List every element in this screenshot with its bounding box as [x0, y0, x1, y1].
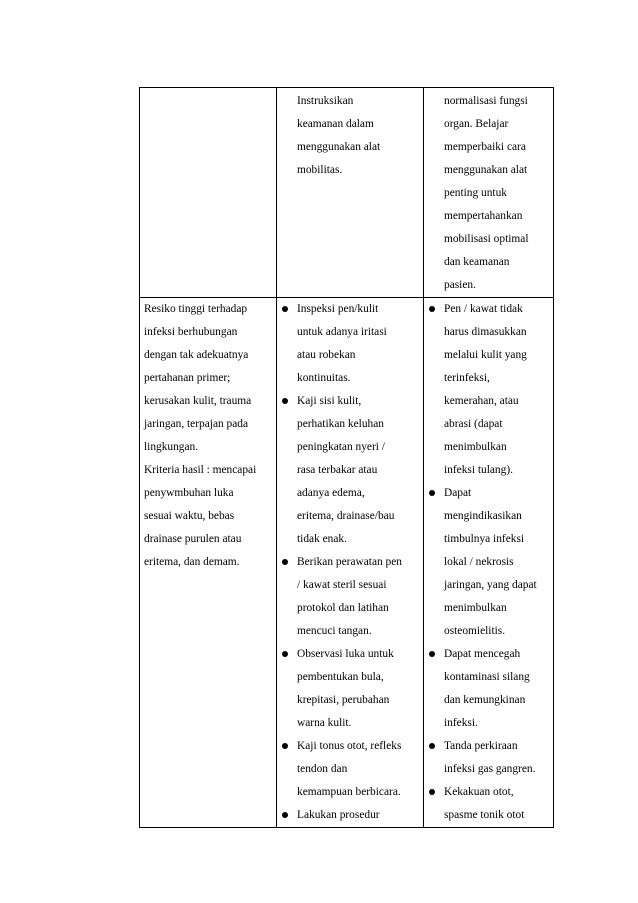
intervention-text-line: Instruksikan	[297, 95, 354, 107]
intervention-list	[297, 298, 421, 827]
rationale-item-line: menimbulkan	[444, 441, 507, 453]
rationale-item-line: timbulnya infeksi	[444, 533, 525, 545]
intervention-item-line: Berikan perawatan pen	[297, 556, 402, 568]
intervention-item-line: protokol dan latihan	[297, 602, 389, 614]
intervention-cell-infection	[277, 298, 424, 828]
intervention-item-line: eritema, drainase/bau	[297, 510, 395, 522]
rationale-item-line: terinfeksi,	[444, 372, 490, 384]
rationale-item-line: kontaminasi silang	[444, 671, 530, 683]
intervention-item	[297, 804, 421, 827]
bullet-icon	[282, 398, 288, 404]
rationale-item-line: infeksi tulang).	[444, 464, 513, 476]
rationale-text-line: dan keamanan	[444, 256, 510, 268]
intervention-item-line: Kaji tonus otot, refleks	[297, 740, 402, 752]
intervention-item-line: rasa terbakar atau	[297, 464, 378, 476]
bullet-icon	[282, 812, 288, 818]
nursing-care-plan-table	[139, 87, 554, 828]
intervention-item-line: Observasi luka untuk	[297, 648, 394, 660]
intervention-item-line: krepitasi, perubahan	[297, 694, 390, 706]
rationale-cell-continuation	[424, 88, 554, 298]
rationale-item-line: Pen / kawat tidak	[444, 303, 523, 315]
rationale-item-line: menimbulkan	[444, 602, 507, 614]
intervention-item-line: Kaji sisi kulit,	[297, 395, 362, 407]
rationale-item-line: infeksi.	[444, 717, 478, 729]
diagnosis-text-line: jaringan, terpajan pada	[144, 418, 249, 430]
bullet-icon	[429, 490, 435, 496]
bullet-icon	[429, 651, 435, 657]
intervention-item-line: Inspeksi pen/kulit	[297, 303, 379, 315]
bullet-icon	[429, 789, 435, 795]
diagnosis-text-line: penywmbuhan luka	[144, 487, 234, 499]
intervention-text-line: mobilitas.	[297, 164, 343, 176]
rationale-text-line: menggunakan alat	[444, 164, 528, 176]
diagnosis-text-line: pertahanan primer;	[144, 372, 231, 384]
rationale-cell-infection	[424, 298, 554, 828]
rationale-item-line: Kekakuan otot,	[444, 786, 514, 798]
rationale-item-line: infeksi gas gangren.	[444, 763, 536, 775]
diagnosis-text-line: Resiko tinggi terhadap	[144, 303, 248, 315]
intervention-text-line: menggunakan alat	[297, 141, 381, 153]
rationale-item-line: dan kemungkinan	[444, 694, 526, 706]
rationale-text-line: pasien.	[444, 279, 476, 291]
diagnosis-text-line: dengan tak adekuatnya	[144, 349, 249, 361]
diagnosis-text-line: Kriteria hasil : mencapai	[144, 464, 257, 476]
intervention-item-line: tendon dan	[297, 763, 348, 775]
rationale-item	[444, 643, 551, 735]
intervention-item-line: kontinuitas.	[297, 372, 351, 384]
bullet-icon	[282, 651, 288, 657]
diagnosis-text-line: infeksi berhubungan	[144, 326, 238, 338]
intervention-item-line: adanya edema,	[297, 487, 365, 499]
intervention-item-line: perhatikan keluhan	[297, 418, 384, 430]
rationale-text-line: mempertahankan	[444, 210, 523, 222]
rationale-text-line: organ. Belajar	[444, 118, 509, 130]
intervention-cell-continuation	[277, 88, 424, 298]
bullet-icon	[282, 306, 288, 312]
intervention-item-line: Lakukan prosedur	[297, 809, 380, 821]
intervention-item-line: tidak enak.	[297, 533, 347, 545]
rationale-item	[444, 298, 551, 482]
rationale-item-line: kemerahan, atau	[444, 395, 519, 407]
intervention-item-line: untuk adanya iritasi	[297, 326, 387, 338]
rationale-item-line: Dapat mencegah	[444, 648, 521, 660]
diagnosis-text-line: drainase purulen atau	[144, 533, 242, 545]
rationale-text-line: memperbaiki cara	[444, 141, 526, 153]
intervention-item	[297, 551, 421, 643]
intervention-item-line: pembentukan bula,	[297, 671, 384, 683]
diagnosis-text-line: eritema, dan demam.	[144, 556, 240, 568]
rationale-item-line: harus dimasukkan	[444, 326, 527, 338]
intervention-text-line: keamanan dalam	[297, 118, 374, 130]
bullet-icon	[282, 743, 288, 749]
intervention-item-line: kemampuan berbicara.	[297, 786, 401, 798]
table-row-continuation	[140, 88, 554, 298]
rationale-item-line: abrasi (dapat	[444, 418, 503, 430]
rationale-item-line: jaringan, yang dapat	[444, 579, 537, 591]
bullet-icon	[429, 743, 435, 749]
rationale-item-line: osteomielitis.	[444, 625, 506, 637]
diagnosis-text-line: lingkungan.	[144, 441, 199, 453]
intervention-item-line: atau robekan	[297, 349, 356, 361]
diagnosis-cell-infection	[140, 298, 277, 828]
intervention-item	[297, 735, 421, 804]
rationale-item-line: spasme tonik otot	[444, 809, 525, 821]
rationale-list	[444, 298, 551, 827]
rationale-text-line: penting untuk	[444, 187, 507, 199]
table-row-infection-risk	[140, 298, 554, 828]
rationale-item	[444, 482, 551, 643]
rationale-text-line: normalisasi fungsi	[444, 95, 528, 107]
diagnosis-text-line: sesuai waktu, bebas	[144, 510, 235, 522]
intervention-item-line: warna kulit.	[297, 717, 352, 729]
intervention-item-line: peningkatan nyeri /	[297, 441, 385, 453]
bullet-icon	[429, 306, 435, 312]
rationale-item-line: lokal / nekrosis	[444, 556, 514, 568]
rationale-item-line: mengindikasikan	[444, 510, 522, 522]
rationale-item	[444, 781, 551, 827]
diagnosis-text-line: kerusakan kulit, trauma	[144, 395, 252, 407]
rationale-text-line: mobilisasi optimal	[444, 233, 529, 245]
intervention-item	[297, 643, 421, 735]
bullet-icon	[282, 559, 288, 565]
intervention-item-line: mencuci tangan.	[297, 625, 372, 637]
diagnosis-cell-empty	[140, 88, 277, 298]
intervention-item	[297, 390, 421, 551]
rationale-item	[444, 735, 551, 781]
rationale-item-line: Tanda perkiraan	[444, 740, 518, 752]
rationale-item-line: melalui kulit yang	[444, 349, 527, 361]
intervention-item-line: / kawat steril sesuai	[297, 579, 387, 591]
rationale-item-line: Dapat	[444, 487, 472, 499]
intervention-item	[297, 298, 421, 390]
